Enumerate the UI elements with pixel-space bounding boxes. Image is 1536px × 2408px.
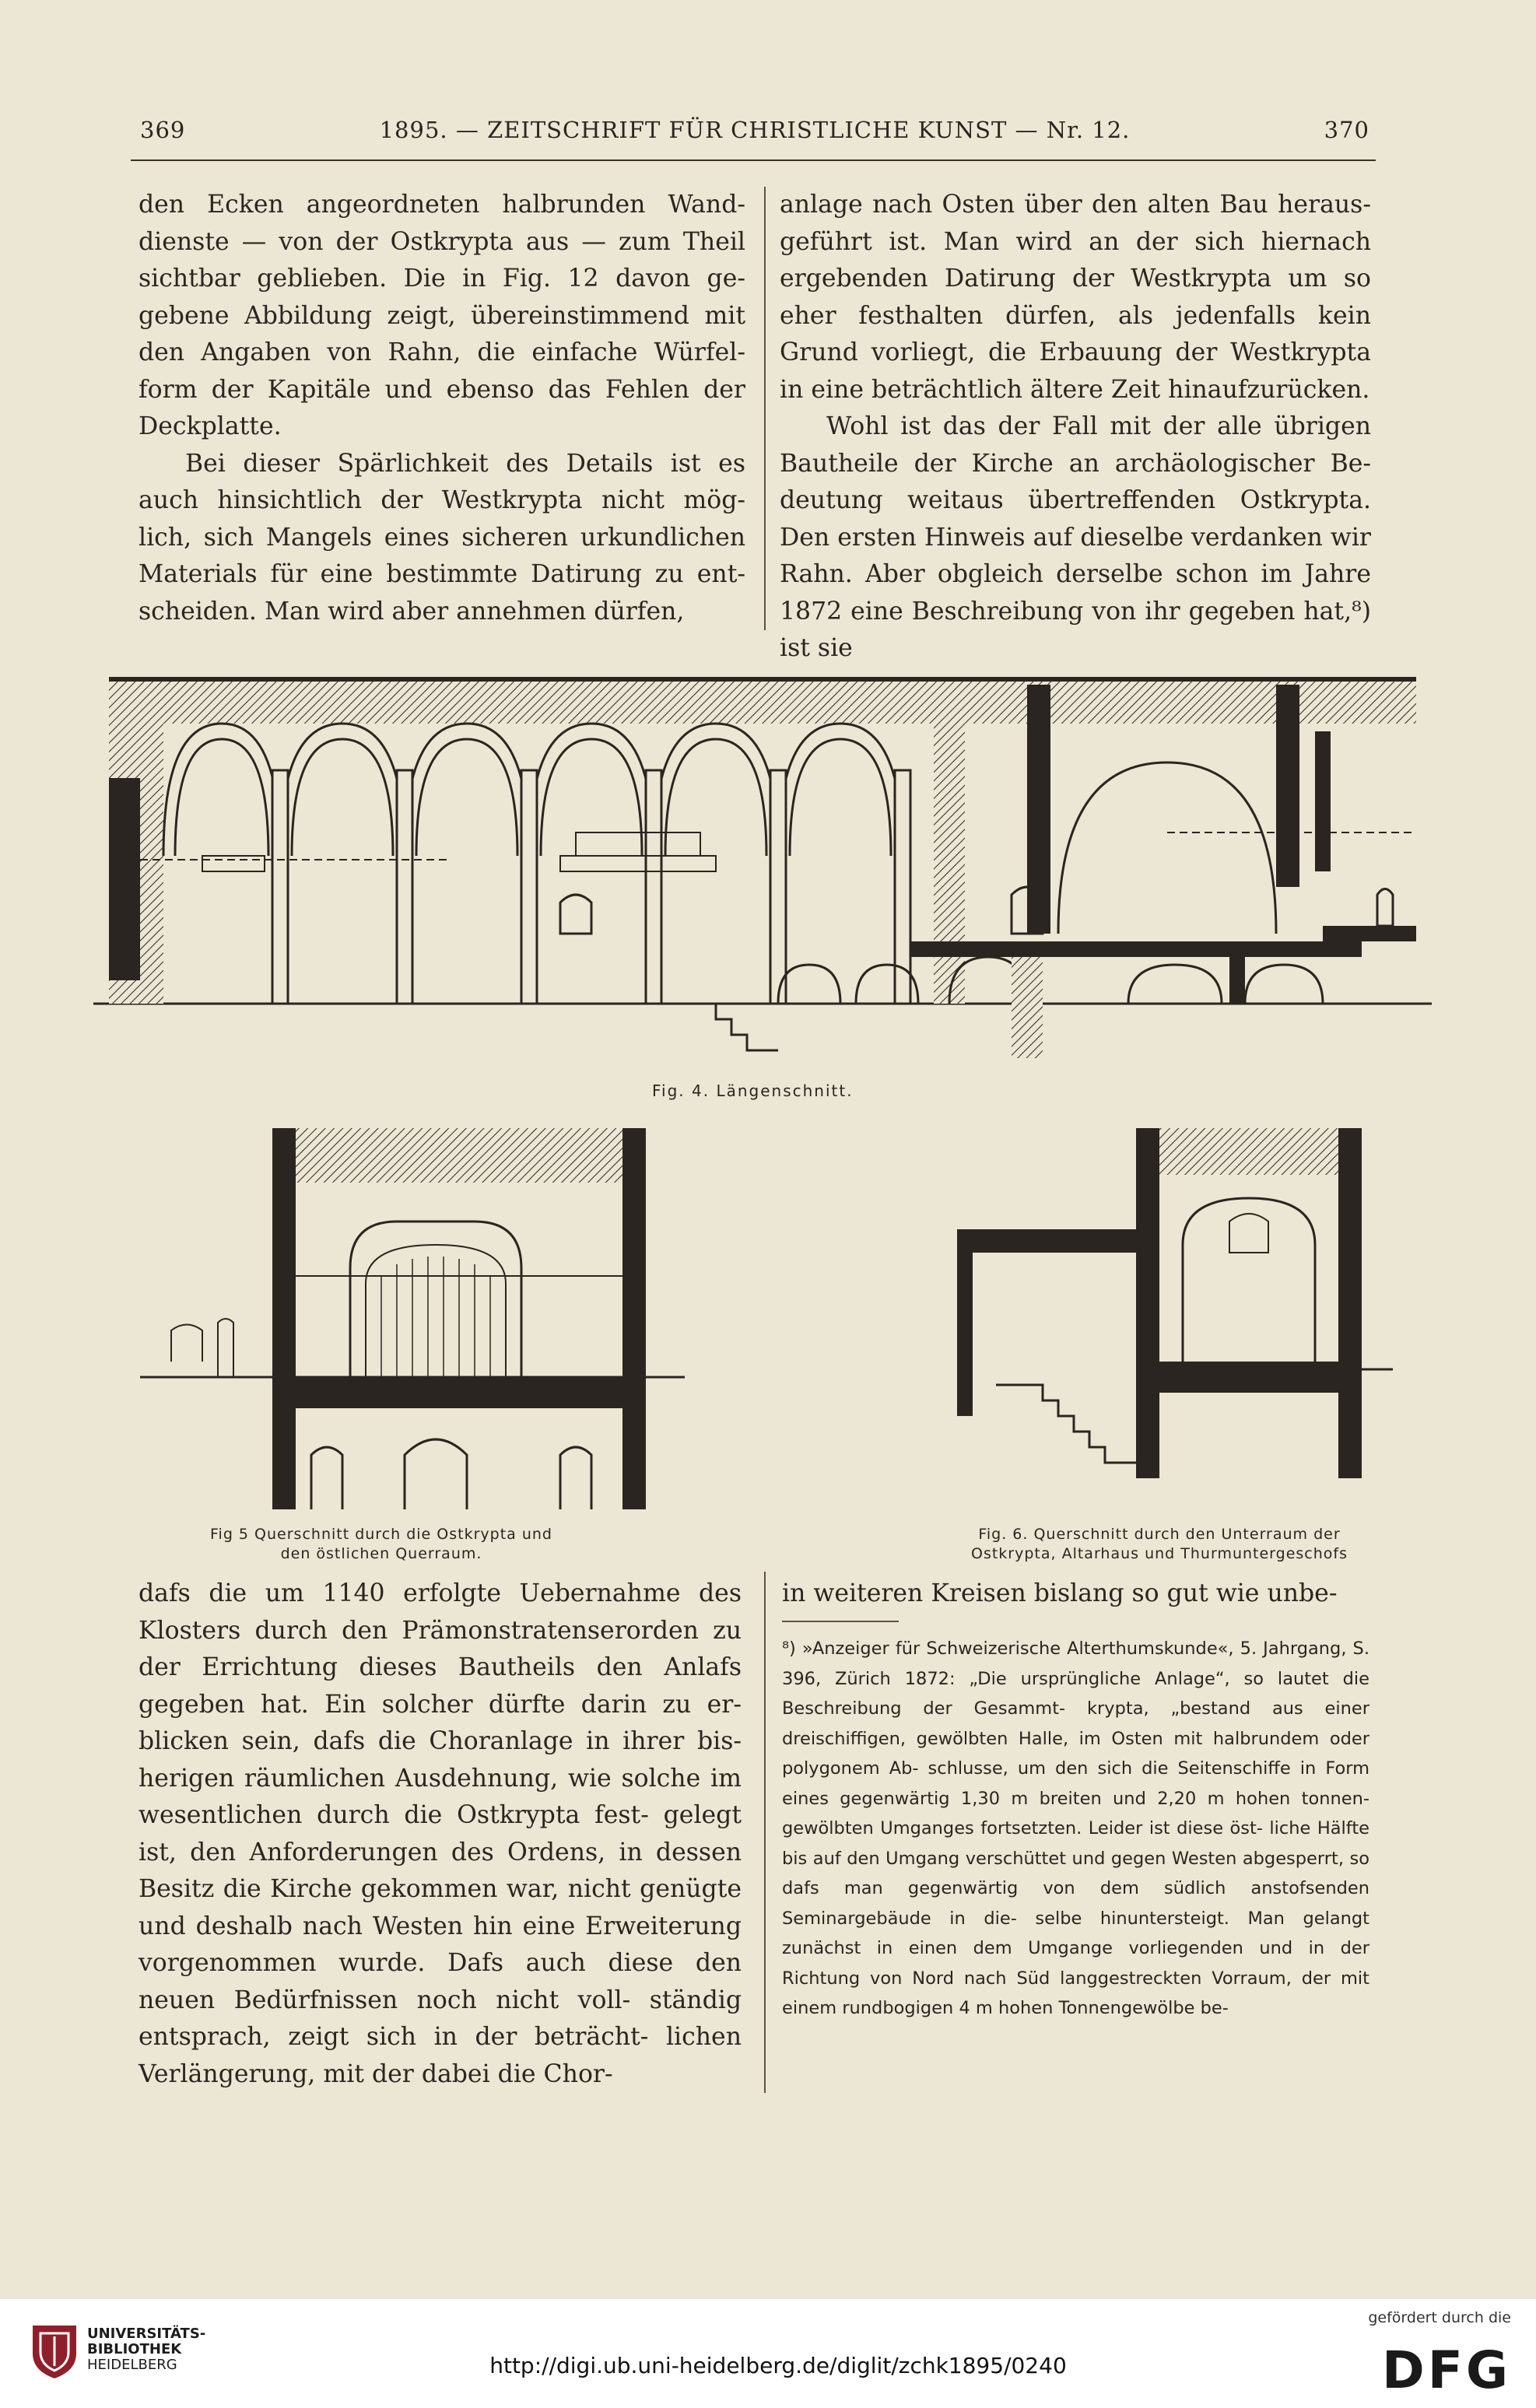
- footnote-rule: [782, 1621, 899, 1622]
- footnote-text: ⁸) »Anzeiger für Schweizerische Alterthumskunde«, 5. Jahrgang, S. 396, Zürich 1872: „Die ursprüngliche Anlage“, so lautet die Beschreibung der Gesammt- krypta, „bestand aus einer dreischiffigen, gewölbten Halle, im Osten mit halbrundem oder polygonem Ab- schlusse, um den sich die Seitenschiffe in Form eines gegenwärtig 1,30 m breiten und 2,20 m hohen tonnen- gewölbten Umganges fortsetzten. Leider ist diese öst- liche Hälfte bis auf den Umgang verschüttet und gegen Westen abgesperrt, so dafs man gegenwärtig von dem südlich anstofsenden Seminargebäude in die- selbe hinuntersteigt. Man gelangt zunächst in einen dem Umgange vorliegenden und in der Richtung von Nord nach Süd langgestreckten Vorraum, der mit einem rundbogigen 4 m hohen Tonnengewölbe be-: [782, 1639, 1369, 2018]
- fig6-caption-line: Ostkrypta, Altarhaus und Thurmuntergeschofs: [970, 1545, 1348, 1562]
- library-name-line: BIBLIOTHEK: [87, 2341, 182, 2357]
- header-rule: [131, 159, 1376, 161]
- fig6-caption: [926, 1525, 1393, 1564]
- page-number-left: 369: [140, 117, 186, 143]
- column-rule: [764, 187, 766, 630]
- library-name-line: UNIVERSITÄTS-: [87, 2326, 206, 2342]
- dfg-logo: DFG: [1381, 2340, 1511, 2400]
- column-rule: [764, 1572, 766, 2093]
- sponsor-note: gefördert durch die: [1368, 2309, 1511, 2326]
- library-name-line: HEIDELBERG: [87, 2357, 177, 2373]
- fig5-caption: [132, 1525, 630, 1564]
- page-number-right: 370: [1324, 117, 1369, 143]
- fig4-caption: Fig. 4. Längenschnitt.: [652, 1081, 854, 1100]
- footnote: [782, 1634, 1369, 2024]
- fig6-caption-line: Fig. 6. Querschnitt durch den Unterraum der: [978, 1526, 1341, 1543]
- paragraph: dafs die um 1140 erfolgte Uebernahme des Klosters durch den Prämonstratenserorden zu der Errichtung dieses Bautheils den Anlafs gegeben hat. Ein solcher dürfte darin zu er- blicken sein, dafs die Choranlage in ihrer bis- herigen räumlichen Ausdehnung, wie solche im wesentlichen durch die Ostkrypta fest- gelegt ist, den Anforderungen des Ordens, in dessen Besitz die Kirche gekommen war, nicht genügte und deshalb nach Westen hin eine Erweiterung vorgenommen wurde. Dafs auch diese den neuen Bedürfnissen noch nicht voll- ständig entsprach, zeigt sich in der beträcht- lichen Verlängerung, mit der dabei die Chor-: [139, 1579, 742, 2088]
- paragraph: anlage nach Osten über den alten Bau heraus- geführt ist. Man wird an der sich hiernach ergebenden Datirung der Westkrypta um so eher festhalten dürfen, als jedenfalls kein Grund vorliegt, die Erbauung der Westkrypta in eine beträchtlich ältere Zeit hinaufzurücken.: [780, 191, 1371, 404]
- library-seal-icon: [30, 2322, 79, 2380]
- journal-title: 1895. — ZEITSCHRIFT FÜR CHRISTLICHE KUNST — Nr. 12.: [379, 117, 1131, 143]
- fig5-cross-section: [140, 1128, 685, 1517]
- top-right-column: [780, 187, 1371, 668]
- source-url-link[interactable]: http://digi.ub.uni-heidelberg.de/diglit/zchk1895/0240: [489, 2353, 1067, 2378]
- fig5-caption-line: Fig 5 Querschnitt durch die Ostkrypta und: [210, 1526, 552, 1543]
- paragraph: Wohl ist das der Fall mit der alle übrigen Bautheile der Kirche an archäologischer Be- deutung weitaus übertreffenden Ostkrypta. Den ersten Hinweis auf dieselbe verdanken wir Rahn. Aber obgleich derselbe schon im Jahre 1872 eine Beschreibung von ihr gegeben hat,⁸) ist sie: [780, 412, 1371, 662]
- running-header: [140, 117, 1369, 148]
- paragraph: den Ecken angeordneten halbrunden Wand- dienste — von der Ostkrypta aus — zum Theil sichtbar geblieben. Die in Fig. 12 davon ge- gebene Abbildung zeigt, übereinstimmend mit den Angaben von Rahn, die einfache Würfel- form der Kapitäle und ebenso das Fehlen der Deckplatte.: [139, 191, 745, 440]
- fig5-caption-line: den östlichen Querraum.: [280, 1545, 482, 1562]
- fig4-longitudinal-section: [93, 661, 1432, 1081]
- paragraph: Bei dieser Spärlichkeit des Details ist es auch hinsichtlich der Westkrypta nicht mög- lich, sich Mangels eines sicheren urkundlichen Materials für eine bestimmte Datirung zu ent- scheiden. Man wird aber annehmen dürfen,: [139, 449, 745, 626]
- bottom-left-column: [139, 1576, 742, 2093]
- fig6-cross-section: [949, 1128, 1401, 1494]
- top-left-column: [139, 187, 745, 630]
- bottom-right-column: [782, 1576, 1369, 1613]
- paragraph: in weiteren Kreisen bislang so gut wie unbe-: [782, 1579, 1338, 1607]
- library-name: [87, 2326, 205, 2373]
